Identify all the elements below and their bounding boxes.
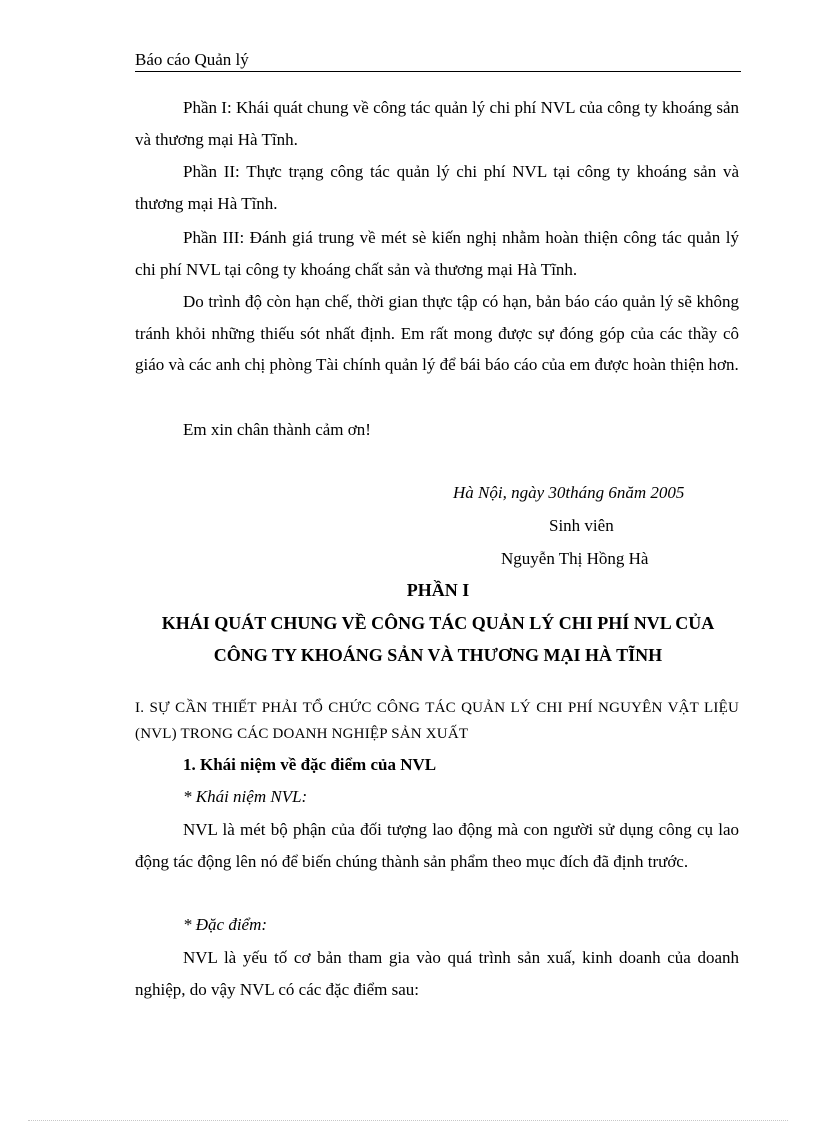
part-title-line-2: CÔNG TY KHOÁNG SẢN VÀ THƯƠNG MẠI HÀ TĨNH: [213, 645, 663, 665]
intro-paragraph-part-3: Phần III: Đánh giá trung về mét sè kiến nghị nhằm hoàn thiện công tác quản lý chi phí NVL tại công ty khoáng chất sản và thương mại Hà Tĩnh.: [135, 228, 739, 279]
concept-paragraph: NVL là mét bộ phận của đối tượng lao động mà con người sử dụng công cụ lao động tác động lên nó để biến chúng thành sản phẩm theo mục đích đã định trước.: [135, 820, 739, 871]
subsection-heading: 1. Khái niệm về đặc điểm của NVL: [183, 755, 437, 774]
feature-paragraph: NVL là yếu tố cơ bản tham gia vào quá trình sản xuấ, kinh doanh của doanh nghiệp, do vậy NVL có các đặc điểm sau:: [135, 948, 739, 999]
section-heading: I. SỰ CẦN THIẾT PHẢI TỔ CHỨC CÔNG TÁC QUẢN LÝ CHI PHÍ NGUYÊN VẬT LIỆU (NVL) TRONG CÁC DOANH NGHIỆP SẢN XUẤT: [135, 700, 739, 742]
header-title: Báo cáo Quản lý: [135, 50, 249, 69]
signature-place-date: Hà Nội, ngày 30tháng 6năm 2005: [453, 483, 685, 502]
intro-paragraph-part-1: Phần I: Khái quát chung về công tác quản lý chi phí NVL của công ty khoáng sản và thương mại Hà Tĩnh.: [135, 98, 739, 149]
intro-paragraph-part-2: Phần II: Thực trạng công tác quản lý chi phí NVL tại công ty khoáng sản và thương mại Hà Tĩnh.: [135, 162, 739, 213]
intro-paragraph-apology: Do trình độ còn hạn chế, thời gian thực tập có hạn, bản báo cáo quản lý sẽ không tránh khỏi những thiếu sót nhất định. Em rất mong được sự đóng góp của các thầy cô giáo và các anh chị phòng Tài chính quản lý để bái báo cáo của em được hoàn thiện hơn.: [135, 292, 739, 374]
part-label: PHẦN I: [406, 580, 470, 600]
page-bottom-divider: [28, 1120, 788, 1121]
concept-label: * Khái niệm NVL:: [183, 787, 308, 806]
intro-paragraph-thanks: Em xin chân thành cảm ơn!: [183, 420, 371, 439]
signature-role: Sinh viên: [549, 516, 614, 535]
page-header: [135, 49, 741, 72]
feature-label: * Đặc điểm:: [183, 915, 268, 934]
signature-name: Nguyễn Thị Hồng Hà: [501, 549, 649, 568]
part-title-line-1: KHÁI QUÁT CHUNG VỀ CÔNG TÁC QUẢN LÝ CHI PHÍ NVL CỦA: [161, 613, 715, 633]
